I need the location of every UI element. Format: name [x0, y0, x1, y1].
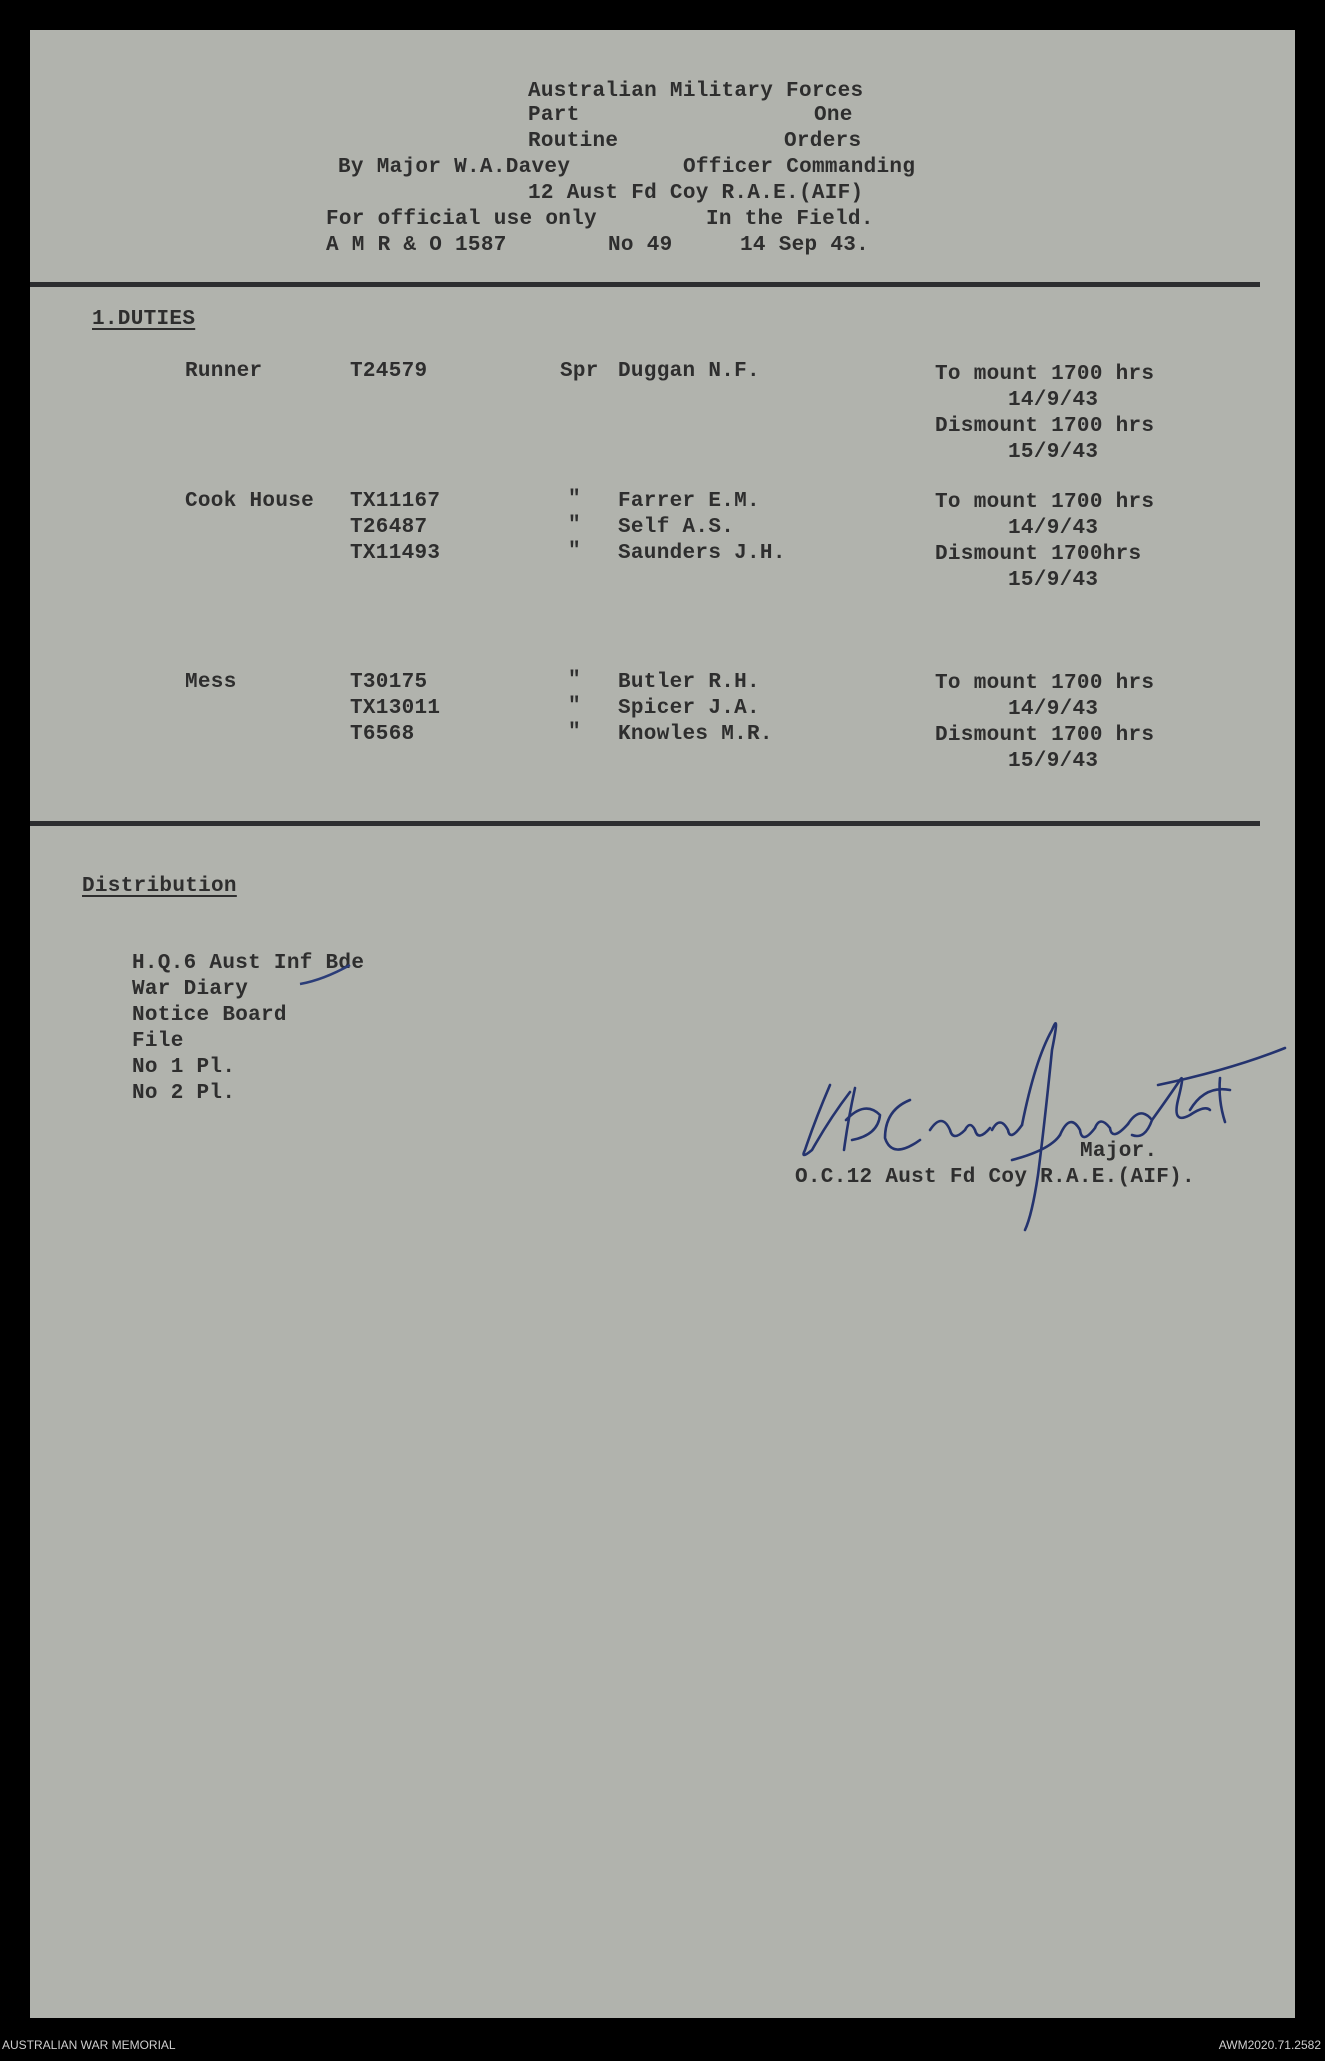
- mount-date: 14/9/43: [1008, 698, 1099, 721]
- distribution-item: H.Q.6 Aust Inf Bde: [132, 952, 365, 975]
- dismount-time: Dismount 1700 hrs: [935, 724, 1155, 747]
- mount-date: 14/9/43: [1008, 517, 1099, 540]
- ditto-mark: ": [568, 695, 581, 718]
- mount-time: To mount 1700 hrs: [935, 491, 1155, 514]
- soldier-name: Farrer E.M.: [618, 490, 760, 513]
- handwritten-signature: [760, 1000, 1295, 1260]
- by-line: By Major W.A.Davey: [338, 156, 571, 179]
- signature-rank: Major.: [1080, 1140, 1158, 1163]
- footer-credit: AUSTRALIAN WAR MEMORIAL: [2, 2038, 176, 2052]
- service-number: TX13011: [350, 697, 441, 720]
- dismount-time: Dismount 1700 hrs: [935, 415, 1155, 438]
- ditto-mark: ": [568, 514, 581, 537]
- service-number: T26487: [350, 516, 428, 539]
- duty-name: Cook House: [185, 490, 315, 513]
- part-label: Part: [528, 104, 580, 127]
- dismount-time: Dismount 1700hrs: [935, 543, 1142, 566]
- signature-title: O.C.12 Aust Fd Coy R.A.E.(AIF).: [795, 1166, 1195, 1189]
- service-number: T30175: [350, 671, 428, 694]
- document-page: [30, 30, 1295, 2018]
- service-number: TX11493: [350, 542, 441, 565]
- ditto-mark: ": [568, 540, 581, 563]
- distribution-item: No 1 Pl.: [132, 1056, 236, 1079]
- check-mark: [298, 962, 358, 992]
- org-title: Australian Military Forces: [528, 80, 864, 103]
- soldier-name: Butler R.H.: [618, 671, 760, 694]
- mount-date: 14/9/43: [1008, 389, 1099, 412]
- in-the-field: In the Field.: [706, 208, 874, 231]
- distribution-item: File: [132, 1030, 184, 1053]
- unit-line: 12 Aust Fd Coy R.A.E.(AIF): [528, 182, 864, 205]
- soldier-name: Duggan N.F.: [618, 360, 760, 383]
- duties-rule: [30, 821, 1260, 826]
- soldier-name: Self A.S.: [618, 516, 735, 539]
- service-number: T24579: [350, 360, 428, 383]
- routine-label: Routine: [528, 130, 619, 153]
- dismount-date: 15/9/43: [1008, 569, 1099, 592]
- duty-name: Runner: [185, 360, 263, 383]
- distribution-item: No 2 Pl.: [132, 1082, 236, 1105]
- duties-heading: 1.DUTIES: [92, 308, 196, 331]
- ditto-mark: ": [568, 488, 581, 511]
- soldier-name: Saunders J.H.: [618, 542, 786, 565]
- header-rule: [30, 282, 1260, 287]
- service-number: T6568: [350, 723, 415, 746]
- dismount-date: 15/9/43: [1008, 441, 1099, 464]
- service-number: TX11167: [350, 490, 441, 513]
- order-ref: A M R & O 1587: [326, 234, 507, 257]
- orders-label: Orders: [784, 130, 862, 153]
- rank: Spr: [560, 360, 599, 383]
- dismount-date: 15/9/43: [1008, 750, 1099, 773]
- ditto-mark: ": [568, 721, 581, 744]
- duty-name: Mess: [185, 671, 237, 694]
- distribution-heading: Distribution: [82, 875, 237, 898]
- officer-line: Officer Commanding: [683, 156, 916, 179]
- distribution-item: Notice Board: [132, 1004, 287, 1027]
- mount-time: To mount 1700 hrs: [935, 363, 1155, 386]
- ditto-mark: ": [568, 669, 581, 692]
- order-number: No 49: [608, 234, 673, 257]
- part-value: One: [814, 104, 853, 127]
- official-use: For official use only: [326, 208, 597, 231]
- soldier-name: Knowles M.R.: [618, 723, 773, 746]
- order-date: 14 Sep 43.: [740, 234, 870, 257]
- mount-time: To mount 1700 hrs: [935, 672, 1155, 695]
- soldier-name: Spicer J.A.: [618, 697, 760, 720]
- footer-accession: AWM2020.71.2582: [1218, 2038, 1321, 2052]
- distribution-item: War Diary: [132, 978, 249, 1001]
